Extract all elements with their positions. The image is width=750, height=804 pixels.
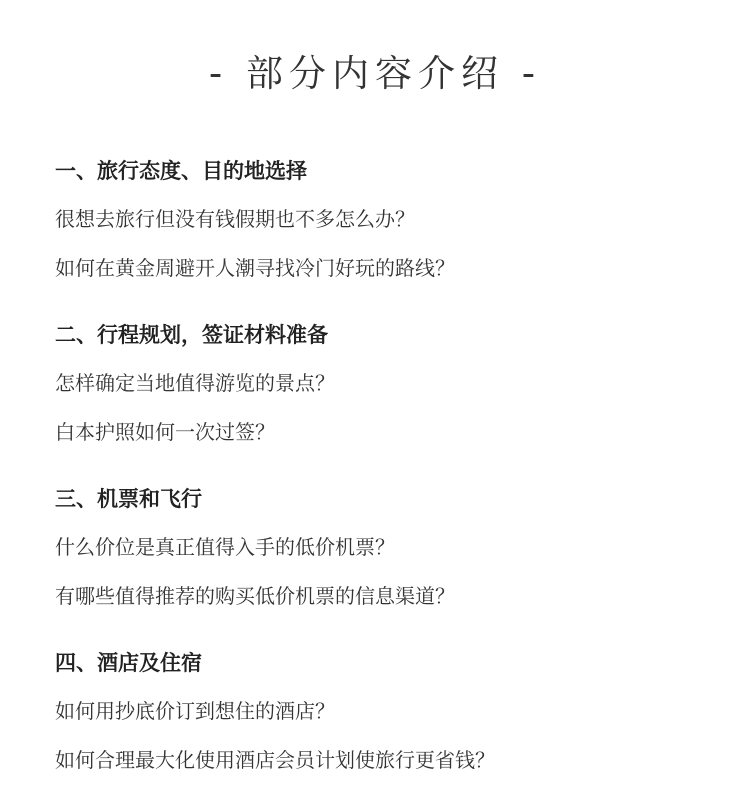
section-heading: 四、酒店及住宿 [55,651,202,675]
question-item: 什么价位是真正值得入手的低价机票？ [55,535,395,559]
section-itinerary-planning [55,320,715,447]
question-item: 有哪些值得推荐的购买低价机票的信息渠道？ [55,584,455,608]
question-item: 白本护照如何一次过签？ [55,420,275,444]
question-item: 怎样确定当地值得游览的景点？ [55,371,335,395]
section-heading: 一、旅行态度、目的地选择 [55,159,307,183]
section-heading: 二、行程规划，签证材料准备 [55,323,328,347]
question-item: 如何合理最大化使用酒店会员计划使旅行更省钱？ [55,748,495,772]
question-item: 如何在黄金周避开人潮寻找冷门好玩的路线？ [55,256,455,280]
question-item: 如何用抄底价订到想住的酒店？ [55,699,335,723]
section-hotels [55,648,715,775]
section-heading: 三、机票和飞行 [55,487,202,511]
question-item: 很想去旅行但没有钱假期也不多怎么办？ [55,207,415,231]
section-travel-attitude [55,156,715,283]
page-title: - 部分内容介绍 - [208,52,542,95]
section-flights [55,484,715,611]
